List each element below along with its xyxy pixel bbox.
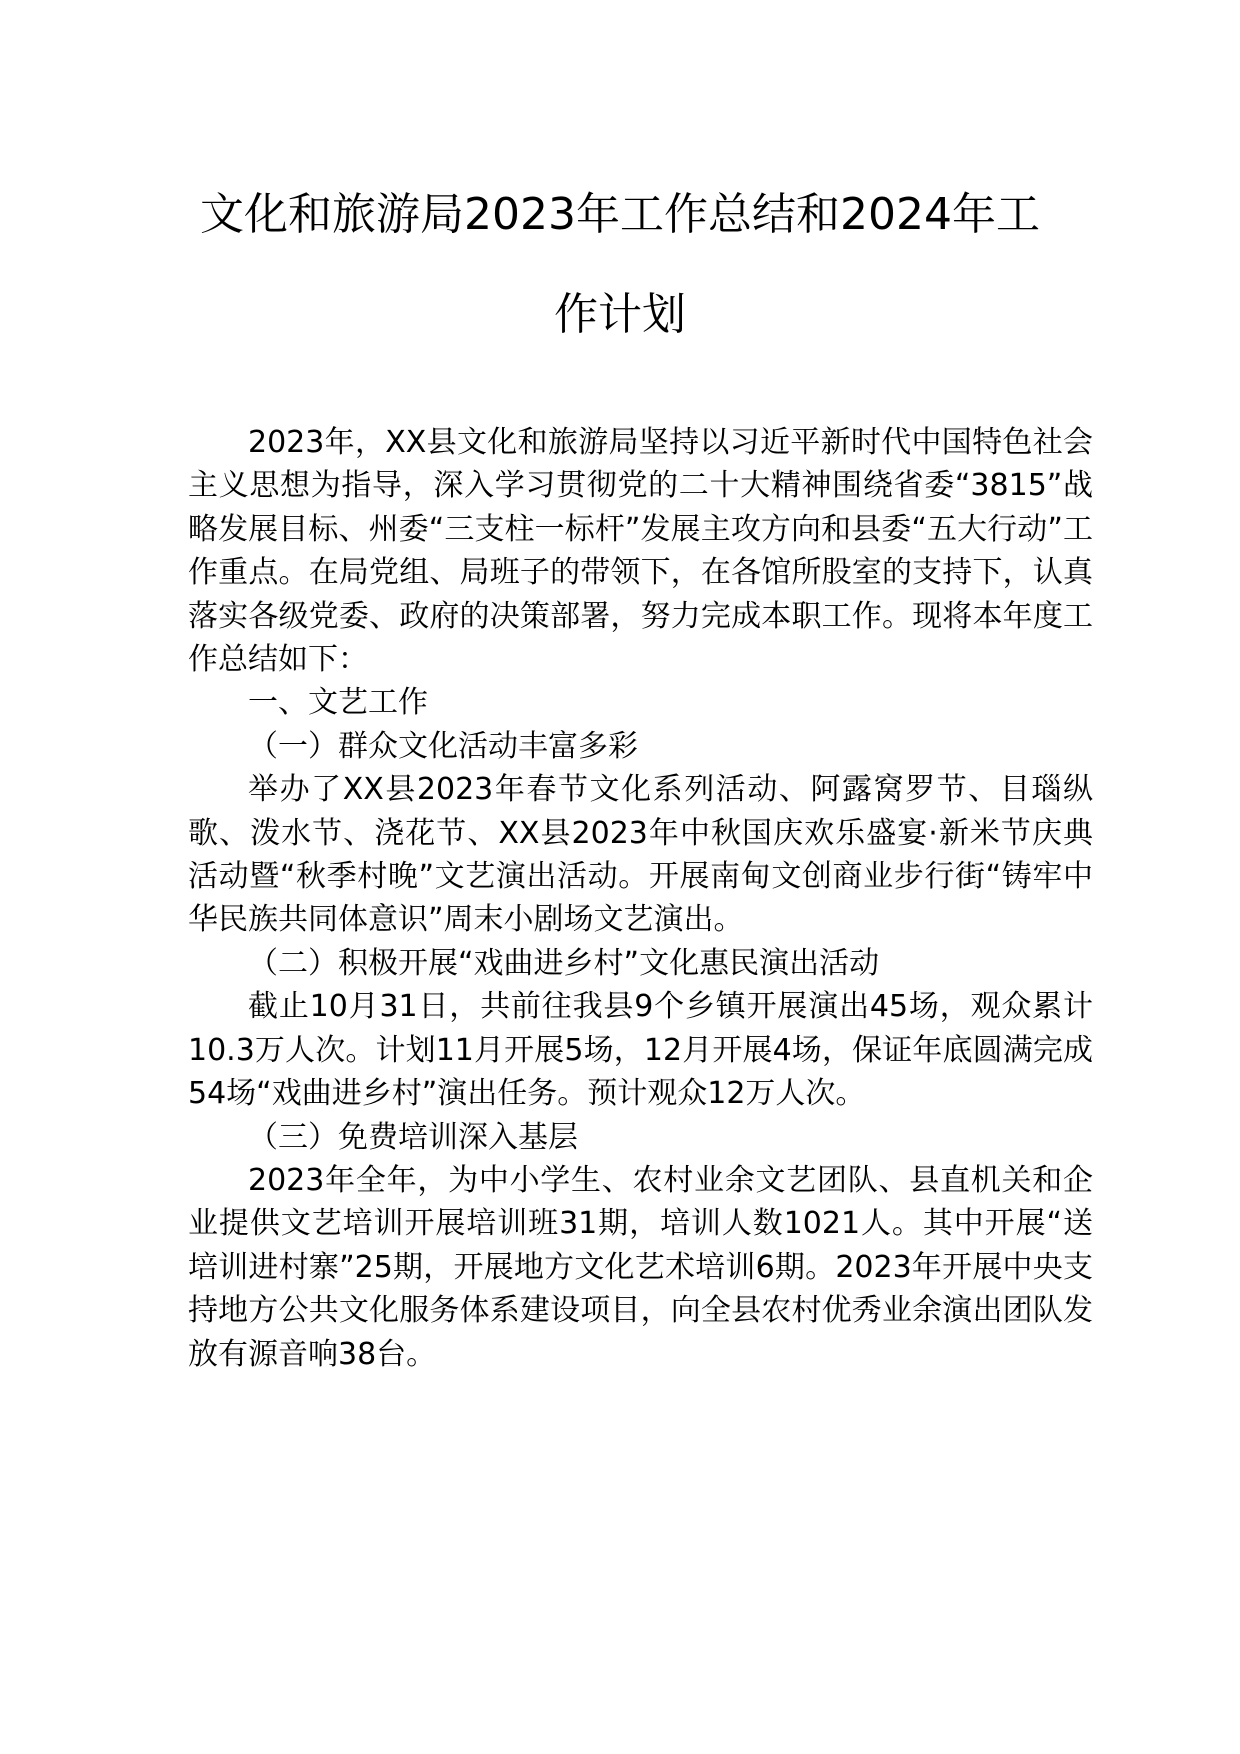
subsection-heading-free-training: （三）免费培训深入基层 <box>248 1119 578 1155</box>
document-body <box>188 421 1093 1376</box>
subsection-heading-mass-culture: （一）群众文化活动丰富多彩 <box>248 728 638 764</box>
subsection-paragraph-free-training: 2023年全年，为中小学生、农村业余文艺团队、县直机关和企业提供文艺培训开展培训班31期，培训人数1021人。其中开展“送培训进村寨”25期，开展地方文化艺术培训6期。2023年开展中央支持地方公共文化服务体系建设项目，向全县农村优秀业余演出团队发放有源音响38台。 <box>188 1162 1093 1372</box>
subsection-paragraph-opera-to-villages: 截止10月31日，共前往我县9个乡镇开展演出45场，观众累计10.3万人次。计划11月开展5场，12月开展4场，保证年底圆满完成54场“戏曲进乡村”演出任务。预计观众12万人次。 <box>188 989 1093 1112</box>
subsection-heading-opera-to-villages: （二）积极开展“戏曲进乡村”文化惠民演出活动 <box>248 945 880 981</box>
document-title-line-2: 作计划 <box>554 289 686 340</box>
intro-paragraph: 2023年，XX县文化和旅游局坚持以习近平新时代中国特色社会主义思想为指导，深入学习贯彻党的二十大精神围绕省委“3815”战略发展目标、州委“三支柱一标杆”发展主攻方向和县委“五大行动”工作重点。在局党组、局班子的带领下，在各馆所股室的支持下，认真落实各级党委、政府的决策部署，努力完成本职工作。现将本年度工作总结如下： <box>188 425 1093 678</box>
document-title <box>150 165 1090 365</box>
section-heading-literary-work: 一、文艺工作 <box>248 685 428 721</box>
document-title-line-1: 文化和旅游局2023年工作总结和2024年工 <box>200 189 1040 240</box>
subsection-paragraph-mass-culture: 举办了XX县2023年春节文化系列活动、阿露窝罗节、目瑙纵歌、泼水节、浇花节、XX县2023年中秋国庆欢乐盛宴·新米节庆典活动暨“秋季村晚”文艺演出活动。开展南甸文创商业步行街“铸牢中华民族共同体意识”周末小剧场文艺演出。 <box>188 772 1093 938</box>
